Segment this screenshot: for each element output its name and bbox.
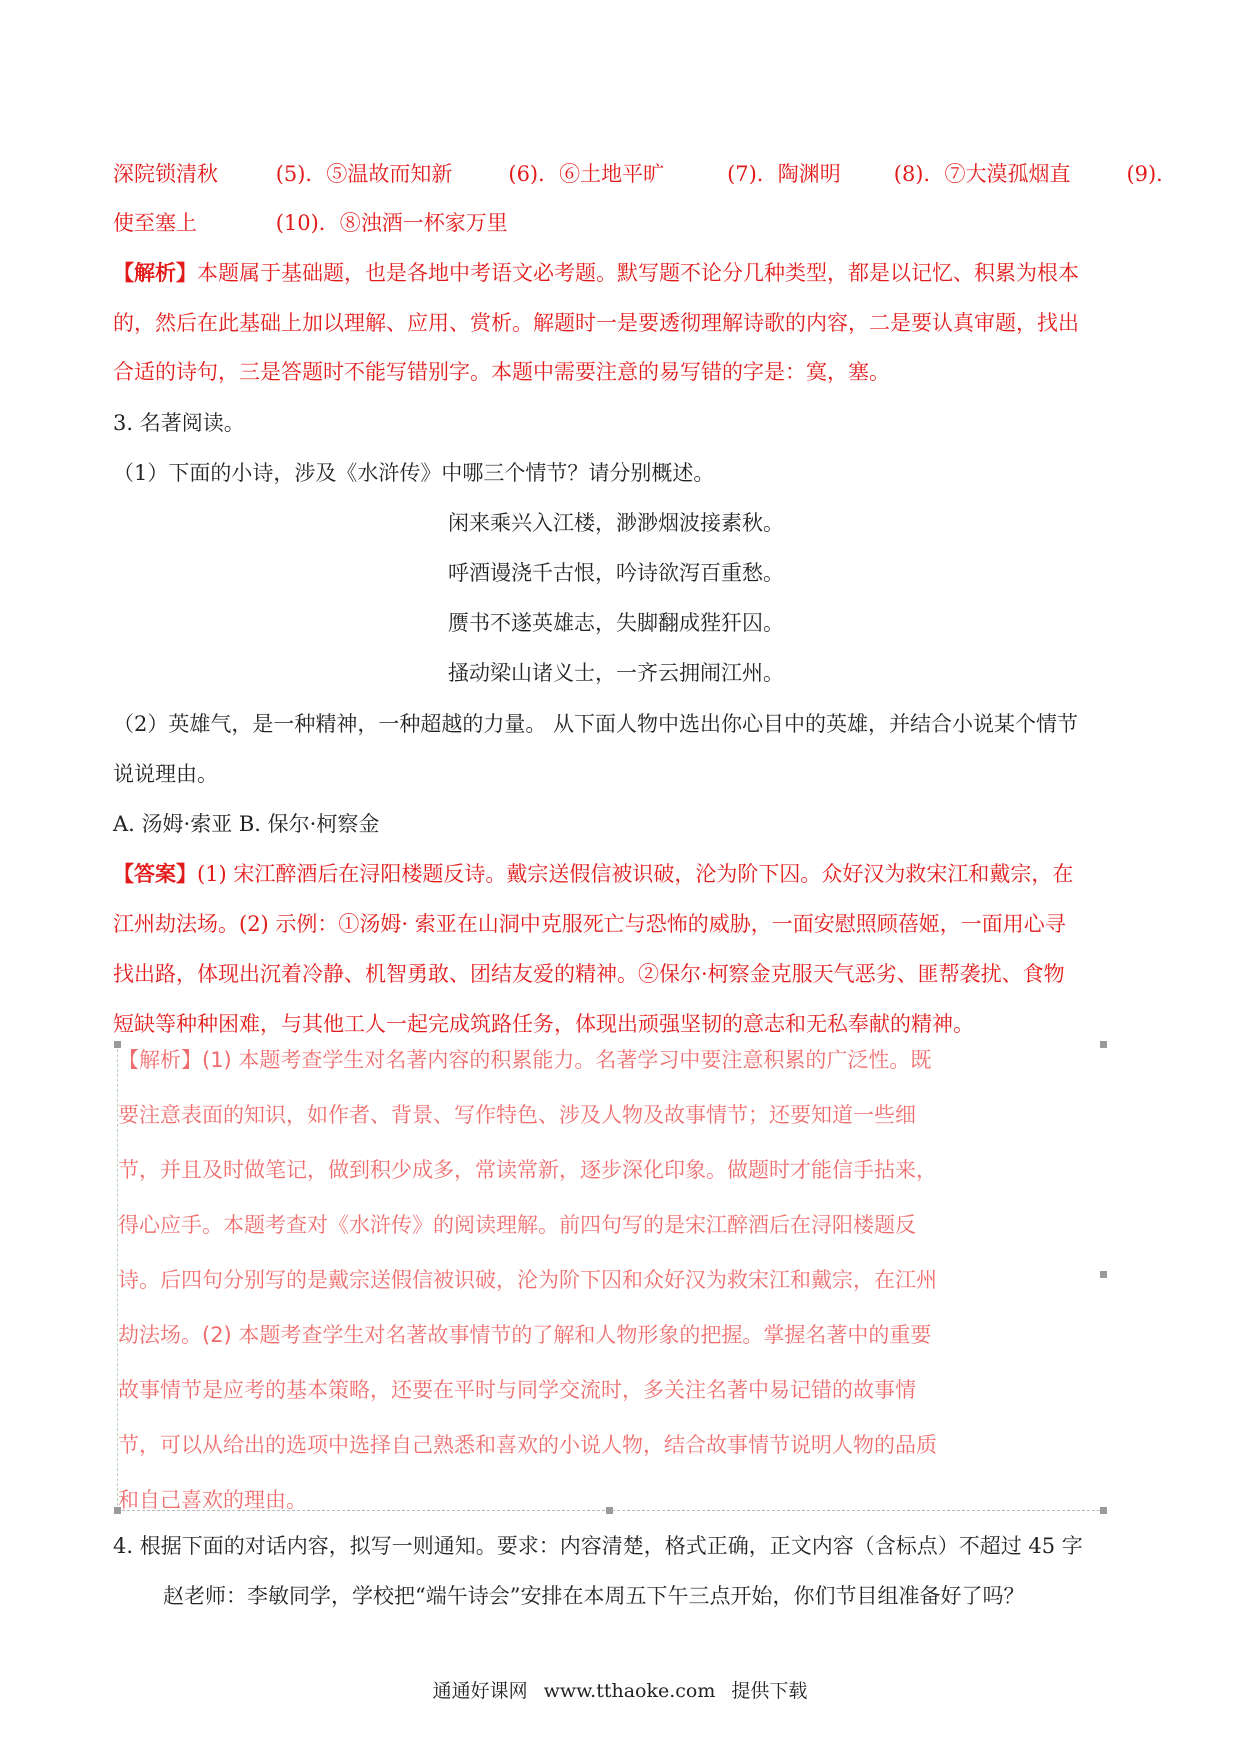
answer-item: (9)． — [1126, 162, 1178, 186]
analysis-box-line: 要注意表面的知识，如作者、背景、写作特色、涉及人物及故事情节；还要知道一些细 — [118, 1103, 916, 1127]
analysis-paragraph-line: 合适的诗句，三是答题时不能写错别字。本题中需要注意的易写错的字是：寞，塞。 — [113, 360, 890, 384]
answer-item: 使至塞上 — [113, 211, 197, 235]
poem-line: 搔动梁山诸义士，一齐云拥闹江州。 — [448, 661, 784, 685]
page-footer — [0, 1678, 1240, 1704]
answer-paragraph-line: 短缺等种种困难，与其他工人一起完成筑路任务，体现出顽强坚韧的意志和无私奉献的精神。 — [113, 1012, 974, 1036]
analysis-text: 本题属于基础题，也是各地中考语文必考题。默写题不论分几种类型，都是以记忆、积累为根本 — [197, 261, 1079, 285]
analysis-box-line: 节，并且及时做笔记，做到积少成多，常读常新，逐步深化印象。做题时才能信手拈来， — [118, 1158, 937, 1182]
answer-item: (10)．⑧浊酒一杯家万里 — [275, 211, 508, 235]
question-3-sub2: （2）英雄气，是一种精神，一种超越的力量。 从下面人物中选出你心目中的英雄，并结合小说某个情节 — [113, 712, 1079, 736]
analysis-box-line: 和自己喜欢的理由。 — [118, 1488, 307, 1512]
footer-url[interactable]: www.tthaoke.com — [543, 1680, 716, 1702]
question-3-options: A. 汤姆·索亚 B. 保尔·柯察金 — [113, 812, 380, 836]
answer-text: (1) 宋江醉酒后在浔阳楼题反诗。戴宗送假信被识破，沦为阶下囚。众好汉为救宋江和戴宗，在 — [197, 862, 1074, 886]
answer-item: (6)．⑥土地平旷 — [508, 162, 665, 186]
question-3-sub2-cont: 说说理由。 — [113, 762, 218, 786]
footer-site-name: 通通好课网 — [432, 1680, 528, 1702]
question-4-dialogue: 赵老师：李敏同学，学校把“端午诗会”安排在本周五下午三点开始，你们节目组准备好了吗？ — [163, 1584, 1025, 1608]
question-3-sub1: （1）下面的小诗，涉及《水浒传》中哪三个情节？请分别概述。 — [113, 461, 715, 485]
poem-line: 赝书不遂英雄志，失脚翻成狴犴囚。 — [448, 611, 784, 635]
analysis-tag: 【解析】 — [113, 260, 197, 285]
analysis-box-line: 得心应手。本题考查对《水浒传》的阅读理解。前四句写的是宋江醉酒后在浔阳楼题反 — [118, 1213, 916, 1237]
answer-tag: 【答案】 — [113, 861, 197, 886]
answer-item: (5)．⑤温故而知新 — [275, 162, 453, 186]
answer-item: (8)．⑦大漠孤烟直 — [893, 162, 1071, 186]
answer-row-1 — [113, 159, 1177, 189]
analysis-box-line: 【解析】(1) 本题考查学生对名著内容的积累能力。名著学习中要注意积累的广泛性。既 — [118, 1048, 932, 1072]
resize-handle[interactable] — [1100, 1507, 1107, 1514]
resize-handle[interactable] — [1100, 1271, 1107, 1278]
question-4-title: 4. 根据下面的对话内容，拟写一则通知。要求：内容清楚，格式正确，正文内容（含标点）不超过 45 字 — [113, 1534, 1083, 1558]
answer-paragraph-line — [113, 859, 1073, 889]
resize-handle[interactable] — [606, 1507, 613, 1514]
analysis-box-line: 诗。后四句分别写的是戴宗送假信被识破，沦为阶下囚和众好汉为救宋江和戴宗，在江州 — [118, 1268, 937, 1292]
analysis-box-line: 节，可以从给出的选项中选择自己熟悉和喜欢的小说人物，结合故事情节说明人物的品质 — [118, 1433, 937, 1457]
answer-paragraph-line: 江州劫法场。(2) 示例：①汤姆· 索亚在山洞中克服死亡与恐怖的威胁，一面安慰照顾蓓姬，一面用心寻 — [113, 912, 1066, 936]
answer-row-2 — [113, 208, 508, 238]
analysis-box-line: 劫法场。(2) 本题考查学生对名著故事情节的了解和人物形象的把握。掌握名著中的重要 — [118, 1323, 932, 1347]
poem-line: 闲来乘兴入江楼，渺渺烟波接素秋。 — [448, 511, 784, 535]
footer-suffix: 提供下载 — [731, 1680, 808, 1702]
analysis-paragraph-line — [113, 258, 1079, 288]
resize-handle[interactable] — [1100, 1041, 1107, 1048]
answer-item: (7)．陶渊明 — [727, 162, 841, 186]
analysis-paragraph-line: 的，然后在此基础上加以理解、应用、赏析。解题时一是要透彻理解诗歌的内容，二是要认真审题，找出 — [113, 311, 1079, 335]
answer-item: 深院锁清秋 — [113, 162, 218, 186]
answer-paragraph-line: 找出路，体现出沉着冷静、机智勇敢、团结友爱的精神。②保尔·柯察金克服天气恶劣、匪帮袭扰、食物 — [113, 962, 1065, 986]
poem-line: 呼酒谩浇千古恨，吟诗欲泻百重愁。 — [448, 561, 784, 585]
question-3-title: 3. 名著阅读。 — [113, 411, 245, 435]
analysis-box-line: 故事情节是应考的基本策略，还要在平时与同学交流时，多关注名著中易记错的故事情 — [118, 1378, 916, 1402]
